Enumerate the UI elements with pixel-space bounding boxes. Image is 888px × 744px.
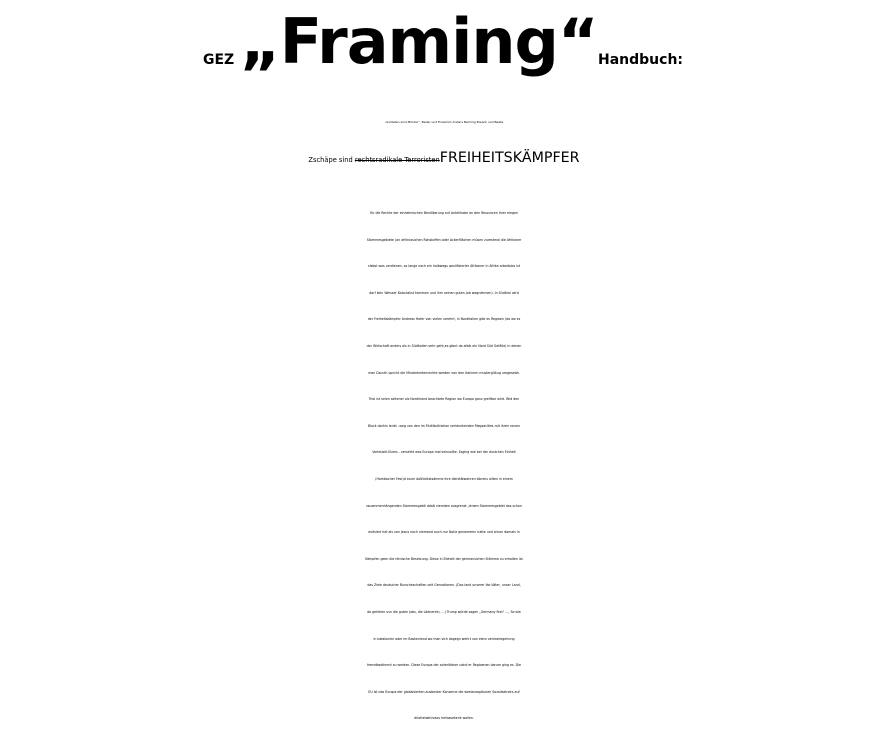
body-text (0, 200, 888, 732)
body-line: exitsiert hat als von Jesus noch niemand auch nur Notiz genomemn hatte und shcon damals in (368, 530, 520, 535)
body-line: Block dorhin lenkt –weg von den im Multikultiwhan veridnekenden Megsacities mit ihren neuen (368, 423, 520, 428)
body-line: Triol ist neien seltener als Nordirland beachtete Region wo Europa ganz greifbar wird. Wrd den (368, 397, 520, 402)
body-line: der Wirtschaft anders als in Süditalien sehr geht,es gibnt da afaik ein Nord Süd Gefälle) in denen (366, 343, 522, 348)
body-line: der Freiheitskämpfer Andreas Hofer von vielen verehrt, in Norditalien gibt es Regioen (da wo es (367, 317, 521, 322)
body-line: fremdbestimmt zu werden. Diese Europa der avterlädner udnd er Regioenen darum ging es. Die (367, 663, 521, 668)
title-prefix: GEZ (203, 52, 235, 68)
highlight-word: FREIHEITSKÄMPFER (439, 150, 580, 166)
body-line: (Hambacher Fest)d arum daßVolkstsämme ihre dienitätwahren könens ollten in einem (375, 476, 513, 481)
body-line: slebst was verdienen, so lange noch ein halbwegs qaulifizierter Afrikaner in Afrika arbeitslos ist (368, 264, 520, 269)
body-line: in katalonien oder im Baskenland wo man sich dagegn wehrt von eienr zentralregeirung (373, 636, 515, 641)
body-line: EU ist das Europa der globalsierten ausbeuter Konzerne die westeuropäscieh Sozailsatndrs auf (368, 689, 520, 694)
body-line: Vortstadt-Slums - versetht was Europa mal seinsollte. Esging wie bei der dustchen Einheit (372, 450, 516, 455)
title-row (0, 0, 888, 100)
body-line: driottelwtniveau herbasekenk wollen. (414, 716, 474, 721)
intro-line-2 (0, 150, 888, 195)
body-line: da gehören usn die guten Jobs, die Lädnerein, ...) Trump würde sagen „Germany first“ ..., So wie (367, 609, 521, 614)
body-line: darf kein Weisser Kolonialist kommen und ihm seinen guten Job wegnehmen). In Südtirol wird (369, 290, 519, 295)
body-line: Kämpfen geen die römische Besetzung. Diese in Eibheit der germansichen Stämme zu erhalten ist (365, 556, 523, 561)
body-line: das Ziele deutscher Burscheschaften seit Genrationen. (Das land unserer Vor-Väter, unser Land, (367, 583, 521, 588)
struck-text: rechtsradikale Terroristen (354, 156, 440, 164)
body-line: für die Rechte der einheimischen Bevölkerung auf Anteilhabe an den Resourcen ihrer eiegen (370, 211, 518, 215)
body-line: Stammesgebiete (an afriknasichen Rohstoffen oder Ackerfllächen müsen zurestmal die Afrikaner (366, 237, 522, 242)
title-main: „Framing“ (240, 5, 598, 78)
intro-line-1: „Soldaten sind Mörder“. Bader und Ensslinm Anders Behring Breivik und Beate (384, 120, 504, 124)
intro-line-2-prefix: Zschäpe sind (308, 156, 355, 164)
body-line: man Dsucth spricht die Minderheitenrechte werden von den Italinern mustergültug umgesetzt. (368, 370, 520, 375)
title-suffix: Handbuch: (598, 52, 684, 68)
body-line: zsuammenhängenden Stammesgebit ddaß niemden ausgrenzt. Jenem Stammesgebiet das schon (366, 503, 522, 508)
